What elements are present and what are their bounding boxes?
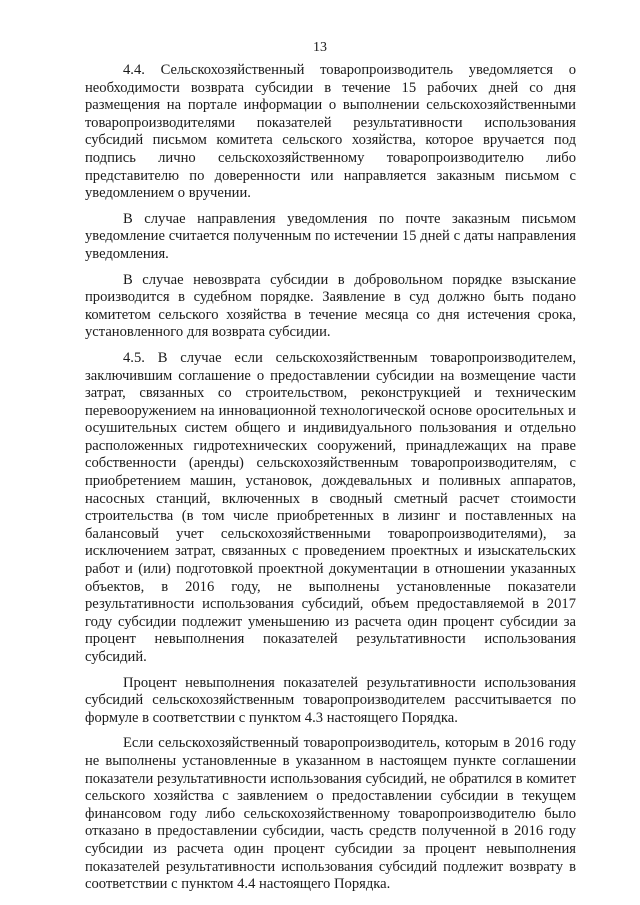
paragraph-4-5: 4.5. В случае если сельскохозяйственным товаропроизводителем, заключившим соглашение о предоставлении субсидии на возмещение части затрат, связанных со строительством, реконструкцией и техническим перевооружением на инновационной технологической основе оросительных и осушительных систем общего и индивидуального пользования и отдельно расположенных гидротехнических сооружений, принадлежащих на праве собственности (аренды) сельскохозяйственным товаропроизводителям, с приобретением машин, установок, дождевальных и поливных аппаратов, насосных станций, включенных в сводный сметный расчет стоимости строительства (в том числе приобретенных в лизинг и поставленных на балансовый учет сельскохозяйственными товаропроизводителями), за исключением затрат, связанных с проведением проектных и изыскательских работ и (или) подготовкой проектной документации в отношении указанных объектов, в 2016 году, не выполнены установленные показатели результативности использования субсидий, объем предоставляемой в 2017 году субсидии подлежит уменьшению из расчета один процент субсидии за процент невыполнения показателей результативности использования субсидий. xyxy=(85,349,576,665)
paragraph-mail-notice: В случае направления уведомления по почте заказным письмом уведомление считается полученным по истечении 15 дней с даты направления уведомления. xyxy=(85,210,576,262)
page-number: 13 xyxy=(313,40,327,55)
paragraph-return-terms: Если сельскохозяйственный товаропроизводитель, которым в 2016 году не выполнены установленные в указанном в настоящем пункте соглашении показатели результативности использования субсидий, не обратился в комитет сельского хозяйства с заявлением о предоставлении субсидии в текущем финансовом году либо сельскохозяйственному товаропроизводителю было отказано в предоставлении субсидии, часть средств полученной в 2016 году субсидии из расчета один процент субсидии за процент невыполнения показателей результативности использования субсидий подлежит возврату в соответствии с пунктом 4.4 настоящего Порядка. xyxy=(85,735,576,893)
paragraph-4-4: 4.4. Сельскохозяйственный товаропроизводитель уведомляется о необходимости возврата субсидии в течение 15 рабочих дней со дня размещения на портале информации о выполнении сельскохозяйственными товаропроизводителями показателей результативности использования субсидий письмом комитета сельского хозяйства, которое вручается под подпись лично сельскохозяйственному товаропроизводителю либо представителю по доверенности или направляется заказным письмом с уведомлением о вручении. xyxy=(85,62,576,202)
paragraph-percent-calc: Процент невыполнения показателей результативности использования субсидий сельскохозяйственным товаропроизводителем рассчитывается по формуле в соответствии с пунктом 4.3 настоящего Порядка. xyxy=(85,674,576,726)
paragraph-court-recovery: В случае невозврата субсидии в добровольном порядке взыскание производится в судебном порядке. Заявление в суд должно быть подано комитетом сельского хозяйства в течение месяца со дня истечения срока, установленного для возврата субсидии. xyxy=(85,271,576,341)
document-body xyxy=(85,62,576,902)
